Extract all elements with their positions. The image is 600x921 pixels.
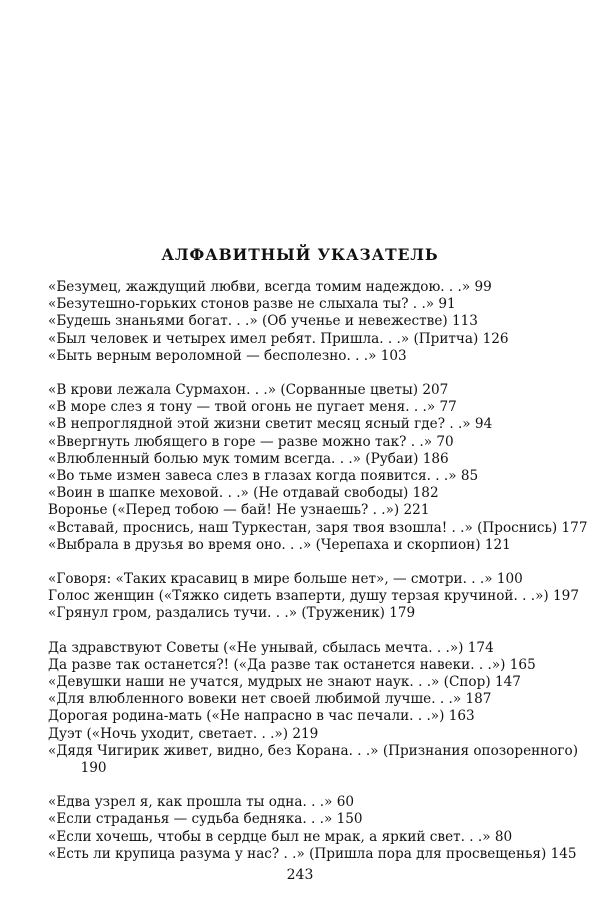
index-entry: «Дядя Чигирик живет, видно, без Корана. . .» (Признания опозоренного) 190	[48, 742, 579, 777]
index-entry: «Едва узрел я, как прошла ты одна. . .» 60	[48, 794, 355, 811]
index-entry: «Безумец, жаждущий любви, всегда томим надеждою. . .» 99	[48, 279, 492, 295]
index-entry: «Для влюбленного вовеки нет своей любимой лучше. . .» 187	[48, 691, 492, 708]
index-entry: «Влюбленный болью мук томим всегда. . .» (Рубаи) 186	[48, 450, 449, 467]
index-entry: «Если хочешь, чтобы в сердце был не мрак, а яркий свет. . .» 80	[48, 828, 513, 845]
index-group-e	[48, 794, 593, 863]
index-entry: «Ввергнуть любящего в горе — разве можно так? . .» 70	[48, 433, 454, 450]
index-entry: Дуэт («Ночь уходит, светает. . .») 219	[48, 725, 319, 742]
index-heading: АЛФАВИТНЫЙ УКАЗАТЕЛЬ	[161, 245, 439, 264]
index-entry: «Выбрала в друзья во время оно. . .» (Черепаха и скорпион) 121	[48, 536, 511, 553]
index-entry: «В крови лежала Сурмахон. . .» (Сорванные цветы) 207	[48, 382, 449, 399]
index-entry: «Быть верным вероломной — бесполезно. . .» 103	[48, 347, 407, 364]
index-entry: «Есть ли крупица разума у нас? . .» (Пришла пора для просвещенья) 145	[48, 845, 577, 862]
index-entry: Голос женщин («Тяжко сидеть взаперти, душу терзая кручиной. . .») 197	[48, 588, 579, 605]
index-entry: «Безутешно-горьких стонов разве не слыхала ты? . .» 91	[48, 296, 456, 313]
index-entry: «В море слез я тону — твой огонь не пугает меня. . .» 77	[48, 399, 457, 416]
index-entry: Да здравствуют Советы («Не унывай, сбылась мечта. . .») 174	[48, 639, 494, 656]
index-entries	[48, 279, 593, 880]
index-entry: «Воин в шапке меховой. . .» (Не отдавай свободы) 182	[48, 485, 439, 502]
index-group-g	[48, 571, 593, 623]
index-entry: «Будешь знаньями богат. . .» (Об ученье и невежестве) 113	[48, 313, 478, 330]
index-entry: «Во тьме измен завеса слез в глазах когда появится. . .» 85	[48, 468, 479, 485]
page-number: 243	[286, 867, 314, 883]
index-group-b	[48, 279, 593, 365]
index-group-d	[48, 640, 593, 778]
index-entry: Да разве так останется?! («Да разве так останется навеки. . .») 165	[48, 656, 536, 673]
index-entry: «Девушки наши не учатся, мудрых не знают наук. . .» (Спор) 147	[48, 674, 521, 691]
index-entry: «Грянул гром, раздались тучи. . .» (Труженик) 179	[48, 605, 416, 622]
index-entry: «Был человек и четырех имел ребят. Пришла. . .» (Притча) 126	[48, 330, 509, 347]
index-group-v	[48, 382, 593, 554]
index-entry: «Если страданья — судьба бедняка. . .» 150	[48, 811, 363, 828]
index-entry: «Вставай, проснись, наш Туркестан, заря твоя взошла! . .» (Проснись) 177	[48, 519, 588, 536]
index-entry: Воронье («Перед тобою — бай! Не узнаешь? . .») 221	[48, 502, 430, 519]
index-entry: «Говоря: «Таких красавиц в мире больше нет», — смотри. . .» 100	[48, 571, 523, 588]
index-entry: Дорогая родина-мать («Не напрасно в час печали. . .») 163	[48, 708, 475, 725]
index-entry: «В непроглядной этой жизни светит месяц ясный где? . .» 94	[48, 416, 493, 433]
